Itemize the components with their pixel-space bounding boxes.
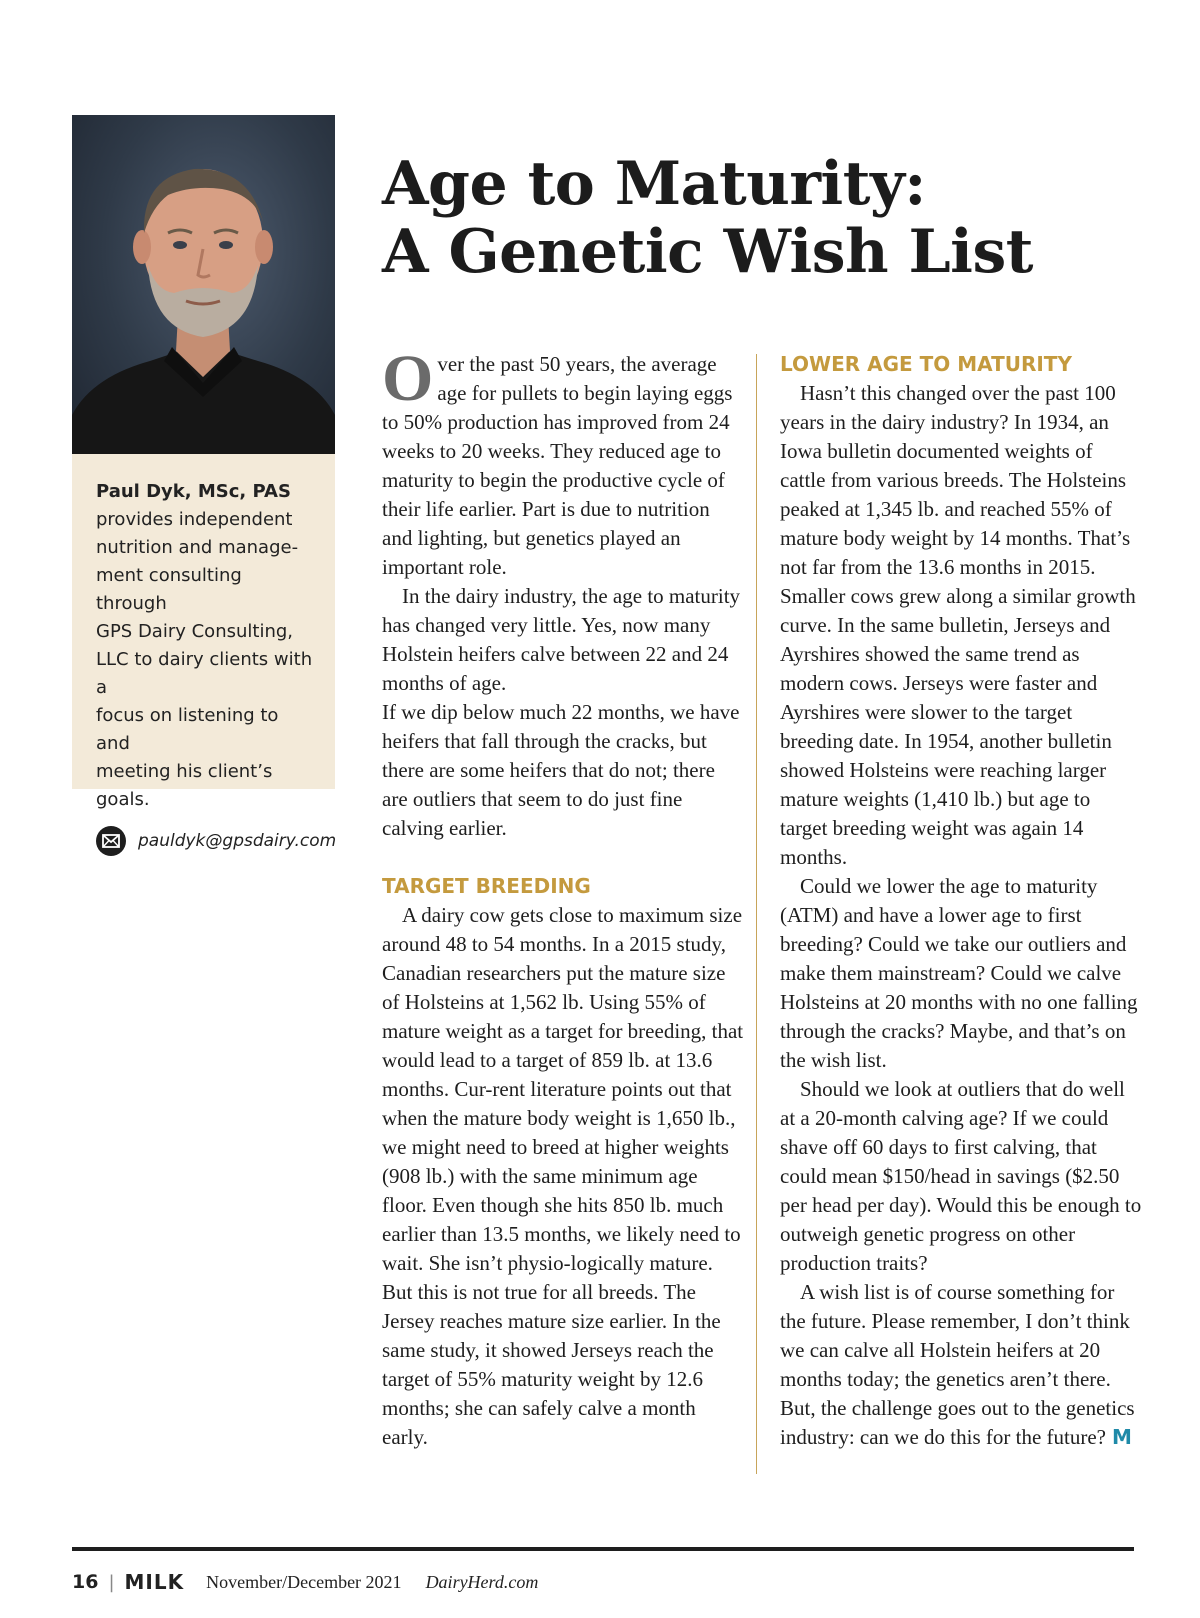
website-link[interactable]: DairyHerd.com <box>425 1571 539 1592</box>
drop-cap: O <box>382 342 434 415</box>
author-name: Paul Dyk, MSc, PAS <box>96 481 291 502</box>
paragraph-text: ver the past 50 years, the average age for pullets to begin laying eggs to 50% production has improved from 24 weeks to 20 weeks. They reduced age to maturity to begin the productive cycle of their life earlier. Part is due to nutrition and lighting, but genetics played an important role. <box>382 352 733 579</box>
author-bio-line: provides independent <box>96 509 293 530</box>
section-heading-target-breeding: TARGET BREEDING <box>382 874 591 898</box>
author-bio-line: meeting his client’s goals. <box>96 761 273 810</box>
article-paragraph: A dairy cow gets close to maximum size around 48 to 54 months. In a 2015 study, Canadian researchers put the mature size of Holsteins at 1,562 lb. Using 55% of mature weight as a target for breeding, that would lead to a target of 859 lb. at 13.6 months. Cur-rent literature points out that when the mature body weight is 1,650 lb., we might need to breed at higher weights (908 lb.) with the same minimum age floor. Even though she hits 850 lb. much earlier than 13.5 months, we likely need to wait. She isn’t physio-logically mature. But this is not true for all breeds. The Jersey reaches mature size earlier. In the same study, it showed Jerseys reach the target of 55% maturity weight by 12.6 months; she can safely calve a month early. <box>382 903 744 1449</box>
article-title-line1: Age to Maturity: <box>382 149 926 219</box>
page-number: 16 <box>72 1571 99 1593</box>
author-bio-line: focus on listening to and <box>96 705 279 754</box>
article-column-right <box>780 350 1142 1452</box>
author-bio-line: nutrition and manage- <box>96 537 299 558</box>
section-heading-lower-age: LOWER AGE TO MATURITY <box>780 352 1072 376</box>
magazine-logo: MILK <box>124 1570 185 1594</box>
author-email-link[interactable]: pauldyk@gpsdairy.com <box>138 831 337 851</box>
end-mark-logo: M <box>1112 1425 1132 1449</box>
author-photo <box>72 115 335 454</box>
article-title <box>382 150 1142 286</box>
envelope-icon <box>96 826 126 856</box>
article-paragraph <box>780 1278 1142 1452</box>
article-paragraph: In the dairy industry, the age to maturity has changed very little. Yes, now many Holstein heifers calve between 22 and 24 months of age. <box>382 584 741 695</box>
article-paragraph: Should we look at outliers that do well at a 20-month calving age? If we could shave off 60 days to first calving, that could mean $150/head in savings ($2.50 per head per day). Would this be enough to outweigh genetic progress on other production traits? <box>780 1077 1142 1275</box>
article-column-left <box>382 342 744 1452</box>
footer-separator: | <box>108 1571 115 1593</box>
author-bio-line: LLC to dairy clients with a <box>96 649 313 698</box>
issue-date: November/December 2021 <box>206 1571 402 1592</box>
author-email-row[interactable] <box>96 826 337 856</box>
column-divider <box>756 354 757 1474</box>
page-footer <box>72 1567 538 1597</box>
article-paragraph <box>382 342 744 582</box>
article-paragraph: Hasn’t this changed over the past 100 years in the dairy industry? In 1934, an Iowa bulletin documented weights of cattle from various breeds. The Holsteins peaked at 1,345 lb. and reached 55% of mature body weight by 14 months. That’s not far from the 13.6 months in 2015. Smaller cows grew along a similar growth curve. In the same bulletin, Jerseys and Ayrshires showed the same trend as modern cows. Jerseys were faster and Ayrshires were slower to the target breeding date. In 1954, another bulletin showed Holsteins were reaching larger mature weights (1,410 lb.) but age to target breeding weight was again 14 months. <box>780 381 1136 869</box>
article-paragraph: Could we lower the age to maturity (ATM) and have a lower age to first breeding? Could we take our outliers and make them mainstream? Could we calve Holsteins at 20 months with no one falling through the cracks? Maybe, and that’s on the wish list. <box>780 874 1138 1072</box>
author-bio-box <box>72 454 337 851</box>
article-paragraph: If we dip below much 22 months, we have heifers that fall through the cracks, but there are some heifers that do not; there are outliers that seem to do just fine calving earlier. <box>382 700 740 840</box>
footer-rule <box>72 1547 1134 1551</box>
paragraph-text: A wish list is of course something for the future. Please remember, I don’t think we can calve all Holstein heifers at 20 months today; the genetics aren’t there. But, the challenge goes out to the genetics industry: can we do this for the future? <box>780 1280 1135 1449</box>
author-bio-line: ment consulting through <box>96 565 242 614</box>
article-title-line2: A Genetic Wish List <box>382 217 1033 287</box>
author-bio-line: GPS Dairy Consulting, <box>96 621 294 642</box>
